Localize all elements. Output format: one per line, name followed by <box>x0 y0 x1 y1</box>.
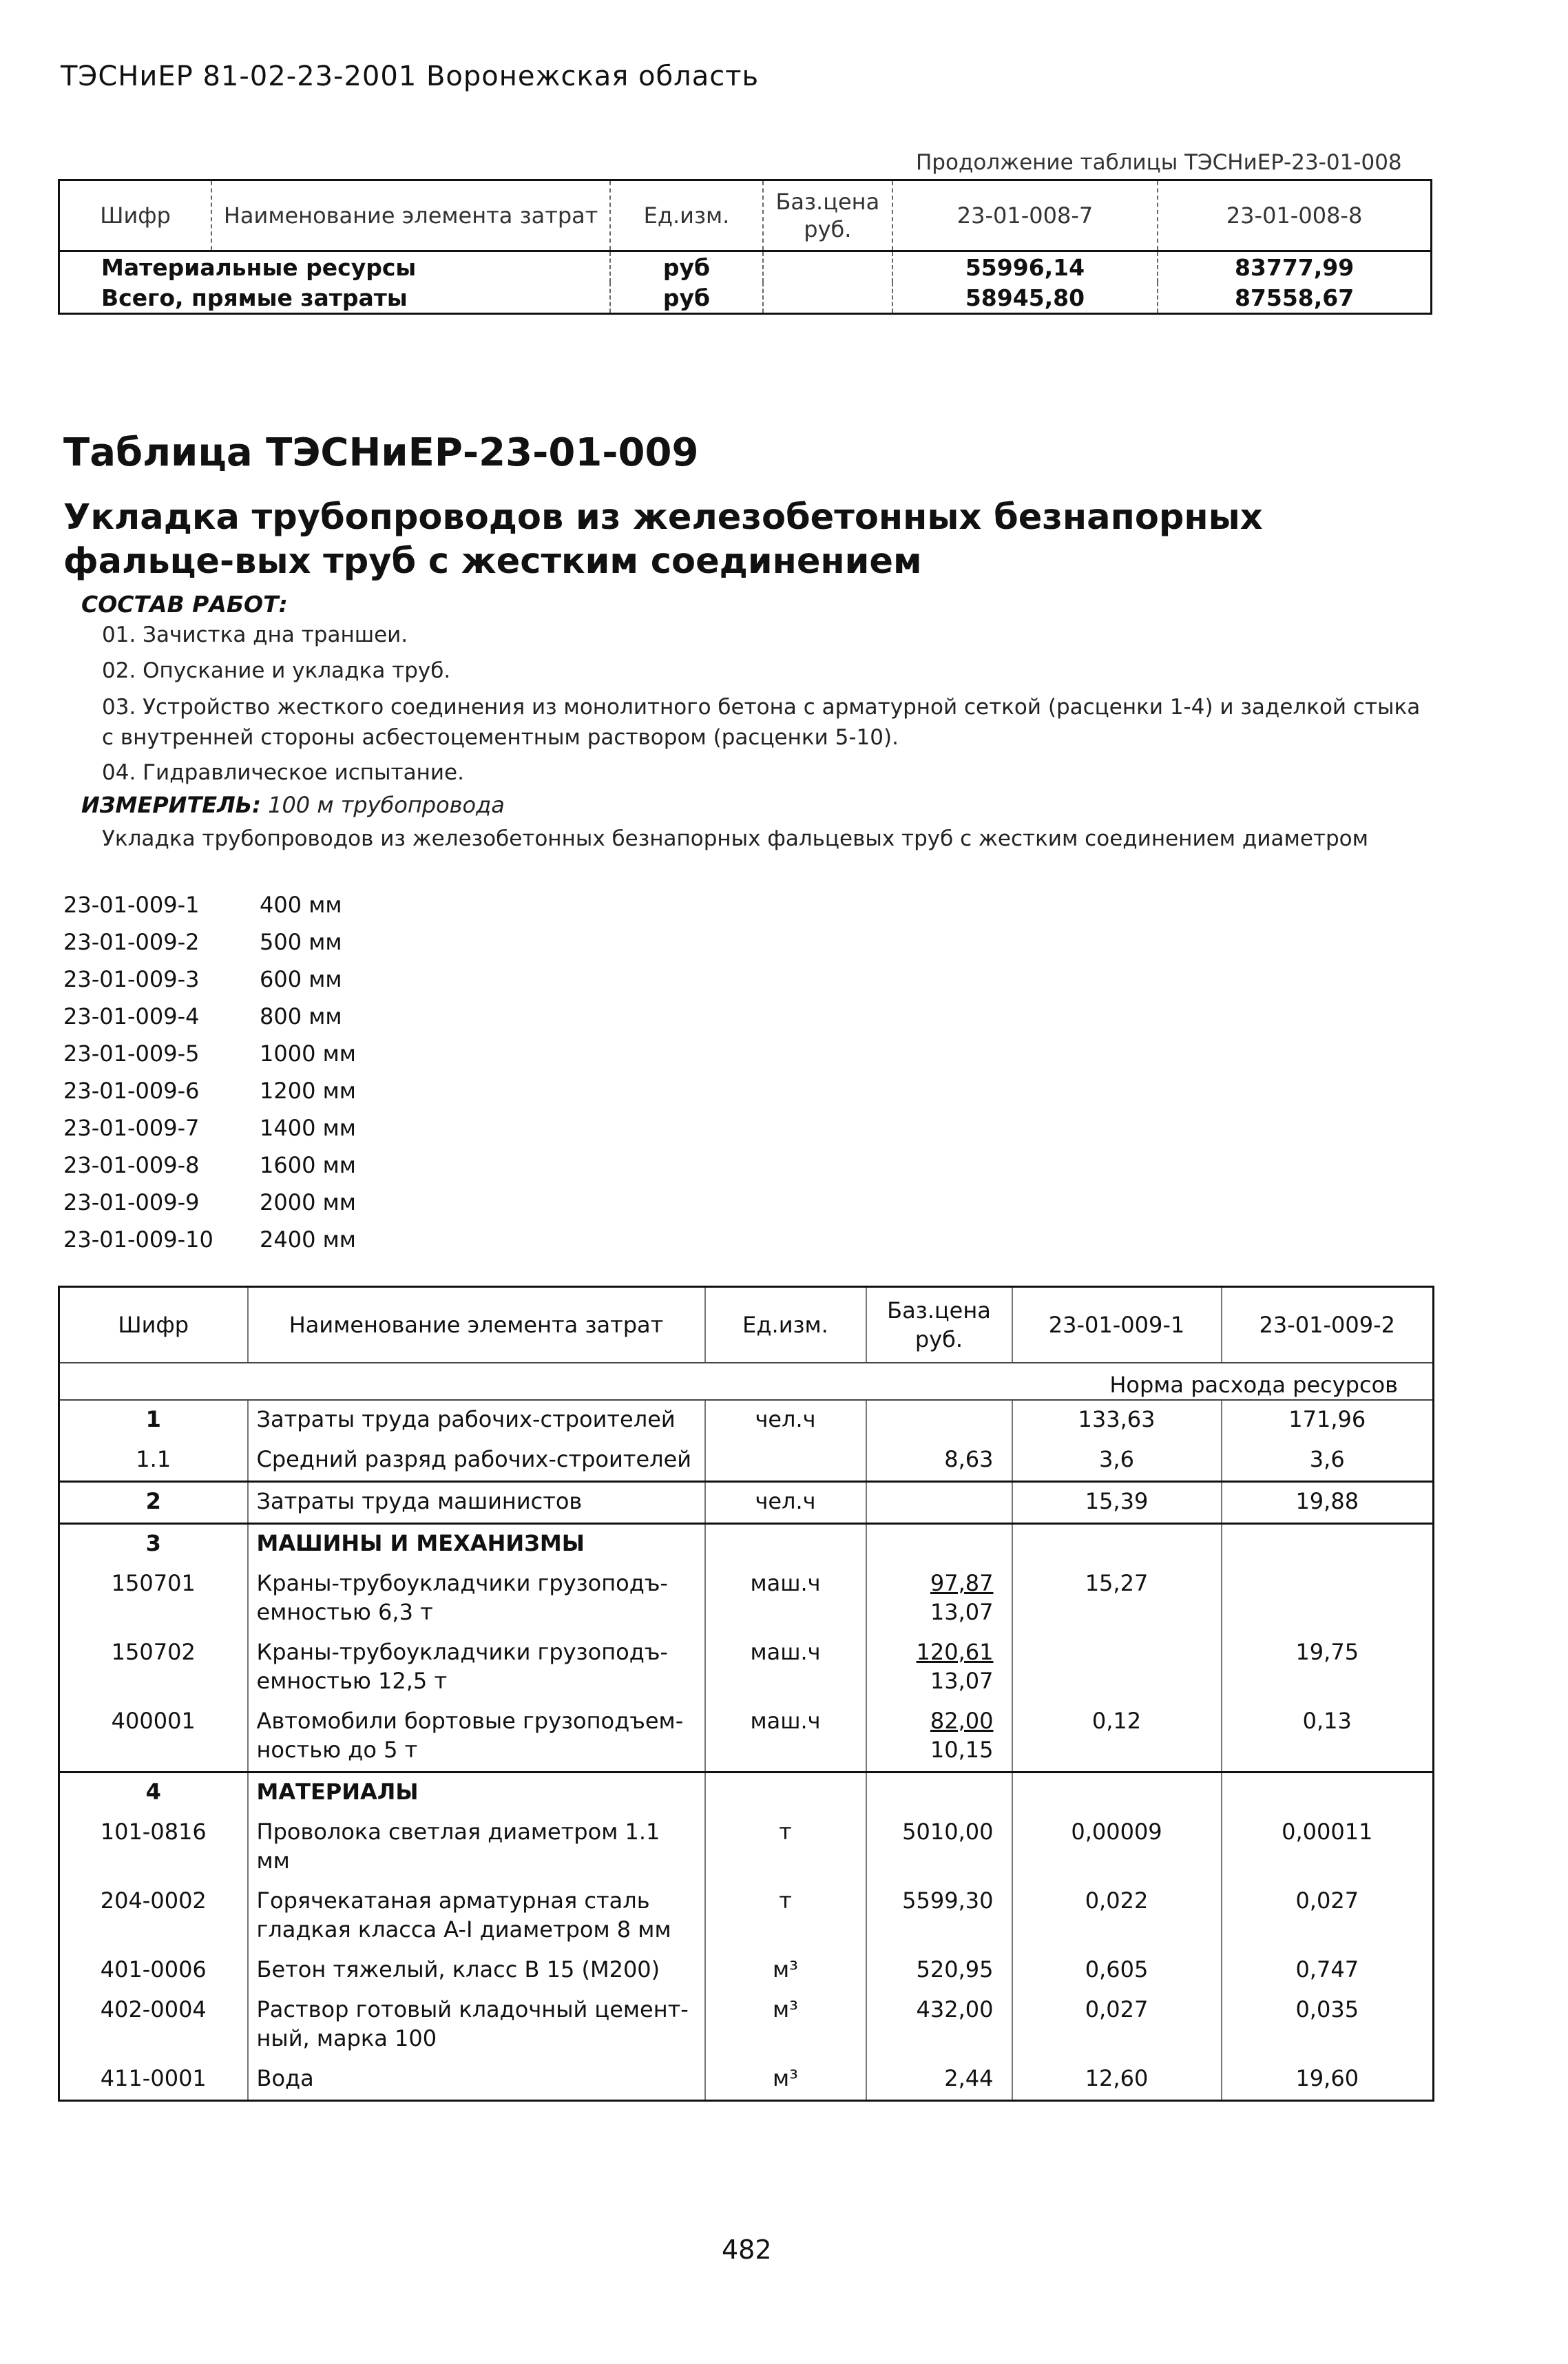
base-price: 5599,30 <box>902 1887 994 1914</box>
work-item: 04. Гидравлическое испытание. <box>102 760 464 785</box>
measure-line <box>81 792 505 818</box>
description: Укладка трубопроводов из железобетонных безнапорных фальцевых труб с жестким соединением диаметром <box>102 826 1369 851</box>
code: 23-01-009-1 <box>63 892 200 918</box>
row-value: 55996,14 <box>892 251 1158 283</box>
row-value <box>1222 1565 1434 1633</box>
row-code: 4 <box>59 1772 248 1814</box>
row-value: 3,6 <box>1012 1441 1222 1482</box>
row-price <box>866 1702 1012 1772</box>
table-row <box>59 1702 1434 1772</box>
code: 23-01-009-8 <box>63 1152 200 1178</box>
measure-value: 100 м трубопровода <box>268 792 505 818</box>
row-name: Бетон тяжелый, класс В 15 (М200) <box>248 1951 705 1991</box>
row-unit: чел.ч <box>705 1482 866 1524</box>
composition-label: СОСТАВ РАБОТ: <box>81 591 288 618</box>
row-code: 1 <box>145 1406 161 1432</box>
column-header: Наименование элемента затрат <box>211 180 610 251</box>
work-item: 01. Зачистка дна траншеи. <box>102 623 408 647</box>
table-row <box>59 1951 1434 1991</box>
operator-price: 13,07 <box>930 1599 994 1625</box>
row-price <box>866 1772 1012 1814</box>
row-name: Автомобили бортовые грузоподъем-ностью до 5 т <box>248 1702 705 1772</box>
row-code: 401-0006 <box>100 1956 207 1983</box>
column-header: 23-01-008-7 <box>892 180 1158 251</box>
row-price <box>866 1441 1012 1482</box>
column-header: Баз.цена руб. <box>763 180 892 251</box>
row-value: 3,6 <box>1222 1441 1434 1482</box>
operator-price: 13,07 <box>930 1668 994 1694</box>
code: 23-01-009-5 <box>63 1040 200 1067</box>
diameter: 1600 мм <box>260 1152 356 1178</box>
document-header: ТЭСНиЕР 81-02-23-2001 Воронежская область <box>61 61 760 92</box>
diameter: 2000 мм <box>260 1189 356 1215</box>
row-price <box>866 1565 1012 1633</box>
row-unit: чел.ч <box>705 1400 866 1441</box>
diameter: 1000 мм <box>260 1040 356 1067</box>
table-row <box>59 251 1432 283</box>
row-price <box>866 1633 1012 1702</box>
table-row <box>59 1882 1434 1951</box>
work-item: 02. Опускание и укладка труб. <box>102 658 451 683</box>
previous-table-header <box>59 180 1432 251</box>
diameter: 2400 мм <box>260 1226 356 1253</box>
row-name: Материальные ресурсы <box>101 253 417 281</box>
row-name: Всего, прямые затраты <box>101 284 408 311</box>
table-row <box>59 1524 1434 1565</box>
base-price: 2,44 <box>944 2065 994 2091</box>
row-value: 0,00009 <box>1012 1813 1222 1882</box>
row-unit: т <box>705 1882 866 1951</box>
base-price: 97,87 <box>930 1570 994 1596</box>
row-price <box>866 1482 1012 1524</box>
code: 23-01-009-7 <box>63 1115 200 1141</box>
row-unit: маш.ч <box>705 1565 866 1633</box>
code: 23-01-009-3 <box>63 966 200 992</box>
row-value: 0,12 <box>1012 1702 1222 1772</box>
column-header: 23-01-009-1 <box>1012 1287 1222 1363</box>
row-unit: м³ <box>705 1951 866 1991</box>
resource-table <box>58 1286 1434 2102</box>
resource-table-header <box>59 1287 1434 1363</box>
row-price <box>763 282 892 314</box>
work-item: 03. Устройство жесткого соединения из монолитного бетона с арматурной сеткой (расценки 1-4) и заделкой стыка с внутренней стороны асбестоцементным раствором (расценки 5-10). <box>102 695 1421 750</box>
row-value: 0,027 <box>1222 1882 1434 1951</box>
row-name: Краны-трубоукладчики грузоподъ-емностью 6,3 т <box>248 1565 705 1633</box>
row-value: 0,00011 <box>1222 1813 1434 1882</box>
table-row <box>59 2060 1434 2101</box>
row-code: 150701 <box>111 1570 196 1596</box>
row-value: 0,022 <box>1012 1882 1222 1951</box>
row-code: 204-0002 <box>100 1887 207 1914</box>
row-value: 19,75 <box>1222 1633 1434 1702</box>
base-price: 5010,00 <box>902 1819 994 1845</box>
row-price <box>866 1813 1012 1882</box>
row-code: 3 <box>59 1524 248 1565</box>
table-row <box>59 1991 1434 2060</box>
diameter: 1200 мм <box>260 1078 356 1104</box>
row-name: Краны-трубоукладчики грузоподъ-емностью 12,5 т <box>248 1633 705 1702</box>
base-price: 8,63 <box>944 1446 994 1472</box>
row-name: Затраты труда рабочих-строителей <box>248 1400 705 1441</box>
row-unit <box>705 1772 866 1814</box>
row-value: 58945,80 <box>892 282 1158 314</box>
row-unit: руб <box>610 251 763 283</box>
column-header: Ед.изм. <box>610 180 763 251</box>
base-price: 432,00 <box>916 1996 994 2022</box>
row-name: Проволока светлая диаметром 1.1 мм <box>248 1813 705 1882</box>
row-code: 1.1 <box>136 1446 171 1472</box>
row-value: 0,027 <box>1012 1991 1222 2060</box>
row-unit <box>705 1441 866 1482</box>
diameter: 500 мм <box>260 929 342 955</box>
column-header: 23-01-009-2 <box>1222 1287 1434 1363</box>
row-price <box>866 1524 1012 1565</box>
column-header: 23-01-008-8 <box>1158 180 1431 251</box>
row-value: 0,605 <box>1012 1951 1222 1991</box>
row-code: 400001 <box>111 1708 196 1734</box>
row-value: 0,747 <box>1222 1951 1434 1991</box>
row-price <box>866 1951 1012 1991</box>
row-unit: м³ <box>705 2060 866 2101</box>
base-price: 82,00 <box>930 1708 994 1734</box>
page-number: 482 <box>722 2235 772 2265</box>
row-code: 150702 <box>111 1639 196 1665</box>
row-value: 12,60 <box>1012 2060 1222 2101</box>
row-price <box>866 1991 1012 2060</box>
row-value: 0,13 <box>1222 1702 1434 1772</box>
row-name: Средний разряд рабочих-строителей <box>248 1441 705 1482</box>
row-value <box>1012 1524 1222 1565</box>
row-unit: т <box>705 1813 866 1882</box>
column-header: Ед.изм. <box>705 1287 866 1363</box>
measure-label: ИЗМЕРИТЕЛЬ: <box>81 792 261 818</box>
table-row <box>59 1813 1434 1882</box>
row-code: 101-0816 <box>100 1819 207 1845</box>
column-header: Баз.цена руб. <box>866 1287 1012 1363</box>
table-row <box>59 1482 1434 1524</box>
row-name: МАТЕРИАЛЫ <box>248 1772 705 1814</box>
row-unit <box>705 1524 866 1565</box>
row-price <box>866 1400 1012 1441</box>
row-value <box>1012 1633 1222 1702</box>
column-header: Шифр <box>59 180 212 251</box>
row-name: Горячекатаная арматурная сталь гладкая класса A-I диаметром 8 мм <box>248 1882 705 1951</box>
row-unit: маш.ч <box>705 1702 866 1772</box>
norm-label: Норма расхода ресурсов <box>59 1363 1434 1400</box>
table-title: Таблица ТЭСНиЕР-23-01-009 <box>63 430 699 475</box>
row-value: 171,96 <box>1222 1400 1434 1441</box>
row-name: Вода <box>248 2060 705 2101</box>
row-unit: маш.ч <box>705 1633 866 1702</box>
table-row <box>59 1400 1434 1441</box>
row-name: МАШИНЫ И МЕХАНИЗМЫ <box>248 1524 705 1565</box>
table-row <box>59 1565 1434 1633</box>
row-code: 411-0001 <box>100 2065 207 2091</box>
table-row <box>59 282 1432 314</box>
operator-price: 10,15 <box>930 1737 994 1763</box>
row-code: 402-0004 <box>100 1996 207 2022</box>
row-value: 19,60 <box>1222 2060 1434 2101</box>
row-unit: м³ <box>705 1991 866 2060</box>
norm-row <box>59 1363 1434 1400</box>
row-name: Затраты труда машинистов <box>248 1482 705 1524</box>
row-value: 83777,99 <box>1158 251 1431 283</box>
row-value <box>1222 1524 1434 1565</box>
column-header: Наименование элемента затрат <box>248 1287 705 1363</box>
row-value: 0,035 <box>1222 1991 1434 2060</box>
row-price <box>763 251 892 283</box>
diameter: 1400 мм <box>260 1115 356 1141</box>
base-price: 520,95 <box>916 1956 994 1983</box>
code: 23-01-009-6 <box>63 1078 200 1104</box>
table-row <box>59 1441 1434 1482</box>
row-value: 15,39 <box>1012 1482 1222 1524</box>
row-code: 2 <box>59 1482 248 1524</box>
row-price <box>866 2060 1012 2101</box>
row-value: 87558,67 <box>1158 282 1431 314</box>
diameter: 800 мм <box>260 1003 342 1029</box>
previous-table <box>58 179 1432 315</box>
table-row <box>59 1772 1434 1814</box>
row-value <box>1222 1772 1434 1814</box>
code: 23-01-009-10 <box>63 1226 213 1253</box>
table-row <box>59 1633 1434 1702</box>
code: 23-01-009-2 <box>63 929 200 955</box>
table-subtitle: Укладка трубопроводов из железобетонных безнапорных фальце-вых труб с жестким соединением <box>63 497 1263 582</box>
base-price: 120,61 <box>916 1639 994 1665</box>
row-value <box>1012 1772 1222 1814</box>
code: 23-01-009-9 <box>63 1189 200 1215</box>
column-header: Шифр <box>59 1287 248 1363</box>
row-value: 19,88 <box>1222 1482 1434 1524</box>
diameter: 600 мм <box>260 966 342 992</box>
continuation-caption: Продолжение таблицы ТЭСНиЕР-23-01-008 <box>916 150 1402 175</box>
row-value: 133,63 <box>1012 1400 1222 1441</box>
row-price <box>866 1882 1012 1951</box>
diameter: 400 мм <box>260 892 342 918</box>
row-value: 15,27 <box>1012 1565 1222 1633</box>
row-unit: руб <box>610 282 763 314</box>
code: 23-01-009-4 <box>63 1003 200 1029</box>
row-name: Раствор готовый кладочный цемент-ный, марка 100 <box>248 1991 705 2060</box>
